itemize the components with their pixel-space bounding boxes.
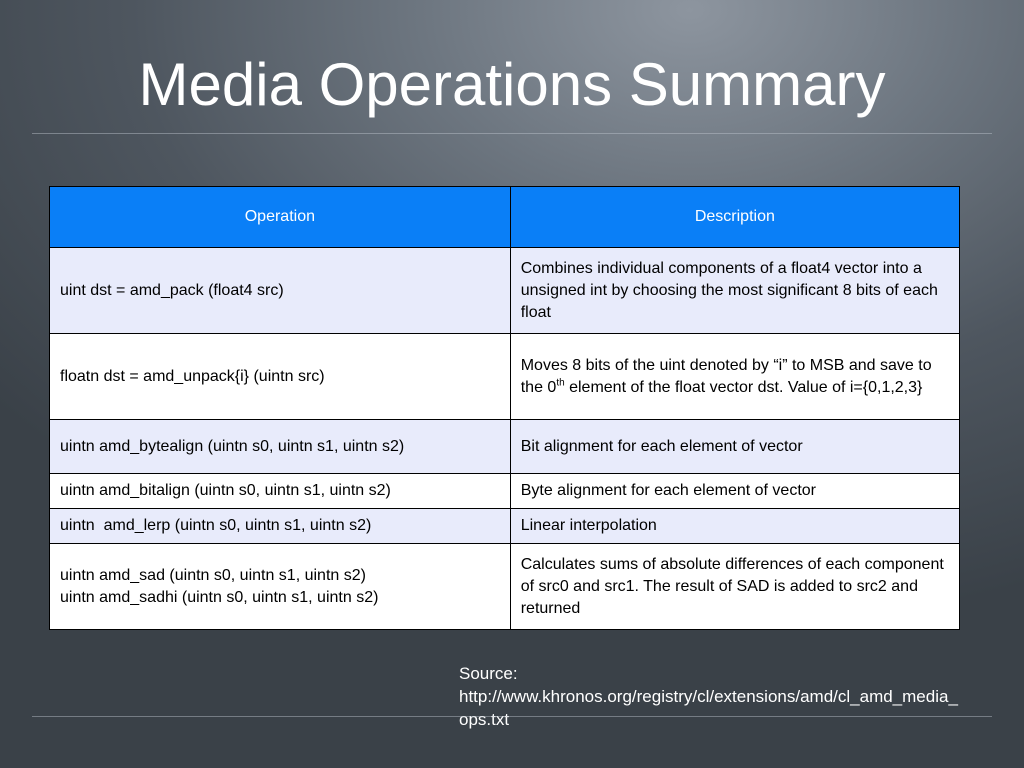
table-row [50,544,960,630]
table-header-row [50,187,960,248]
table-row [50,420,960,474]
description-cell [510,334,959,420]
column-header-operation: Operation [50,187,511,248]
source-label: Source: [459,664,518,683]
operation-cell: uintn amd_bytealign (uintn s0, uintn s1, uintn s2) [50,420,511,474]
operation-cell: uint dst = amd_pack (float4 src) [50,248,511,334]
operation-cell: uintn amd_sad (uintn s0, uintn s1, uintn s2) uintn amd_sadhi (uintn s0, uintn s1, uintn s2) [50,544,511,630]
description-text: element of the float vector dst. Value of i={0,1,2,3} [564,378,923,396]
column-header-description: Description [510,187,959,248]
description-text: Moves 8 bits of the uint denoted by “i” to MSB and save to the 0 [520,356,932,396]
table-row [50,248,960,334]
table-row [50,334,960,420]
operation-cell: floatn dst = amd_unpack{i} (uintn src) [50,334,511,420]
description-cell: Combines individual components of a float4 vector into a unsigned int by choosing the most significant 8 bits of each float [510,248,959,334]
slide-title: Media Operations Summary [138,51,886,118]
footer-divider [32,716,992,717]
source-note [459,662,959,731]
description-cell: Bit alignment for each element of vector [510,420,959,474]
table-row [50,509,960,544]
description-cell: Linear interpolation [510,509,959,544]
table-row [50,474,960,509]
operation-cell: uintn amd_bitalign (uintn s0, uintn s1, uintn s2) [50,474,511,509]
operations-table [49,186,960,630]
operation-cell: uintn amd_lerp (uintn s0, uintn s1, uintn s2) [50,509,511,544]
description-cell: Calculates sums of absolute differences of each component of src0 and src1. The result of SAD is added to src2 and returned [510,544,959,630]
title-divider [32,133,992,134]
source-url: http://www.khronos.org/registry/cl/extensions/amd/cl_amd_media_ops.txt [459,687,958,729]
description-cell: Byte alignment for each element of vector [510,474,959,509]
superscript-text: th [556,377,565,389]
